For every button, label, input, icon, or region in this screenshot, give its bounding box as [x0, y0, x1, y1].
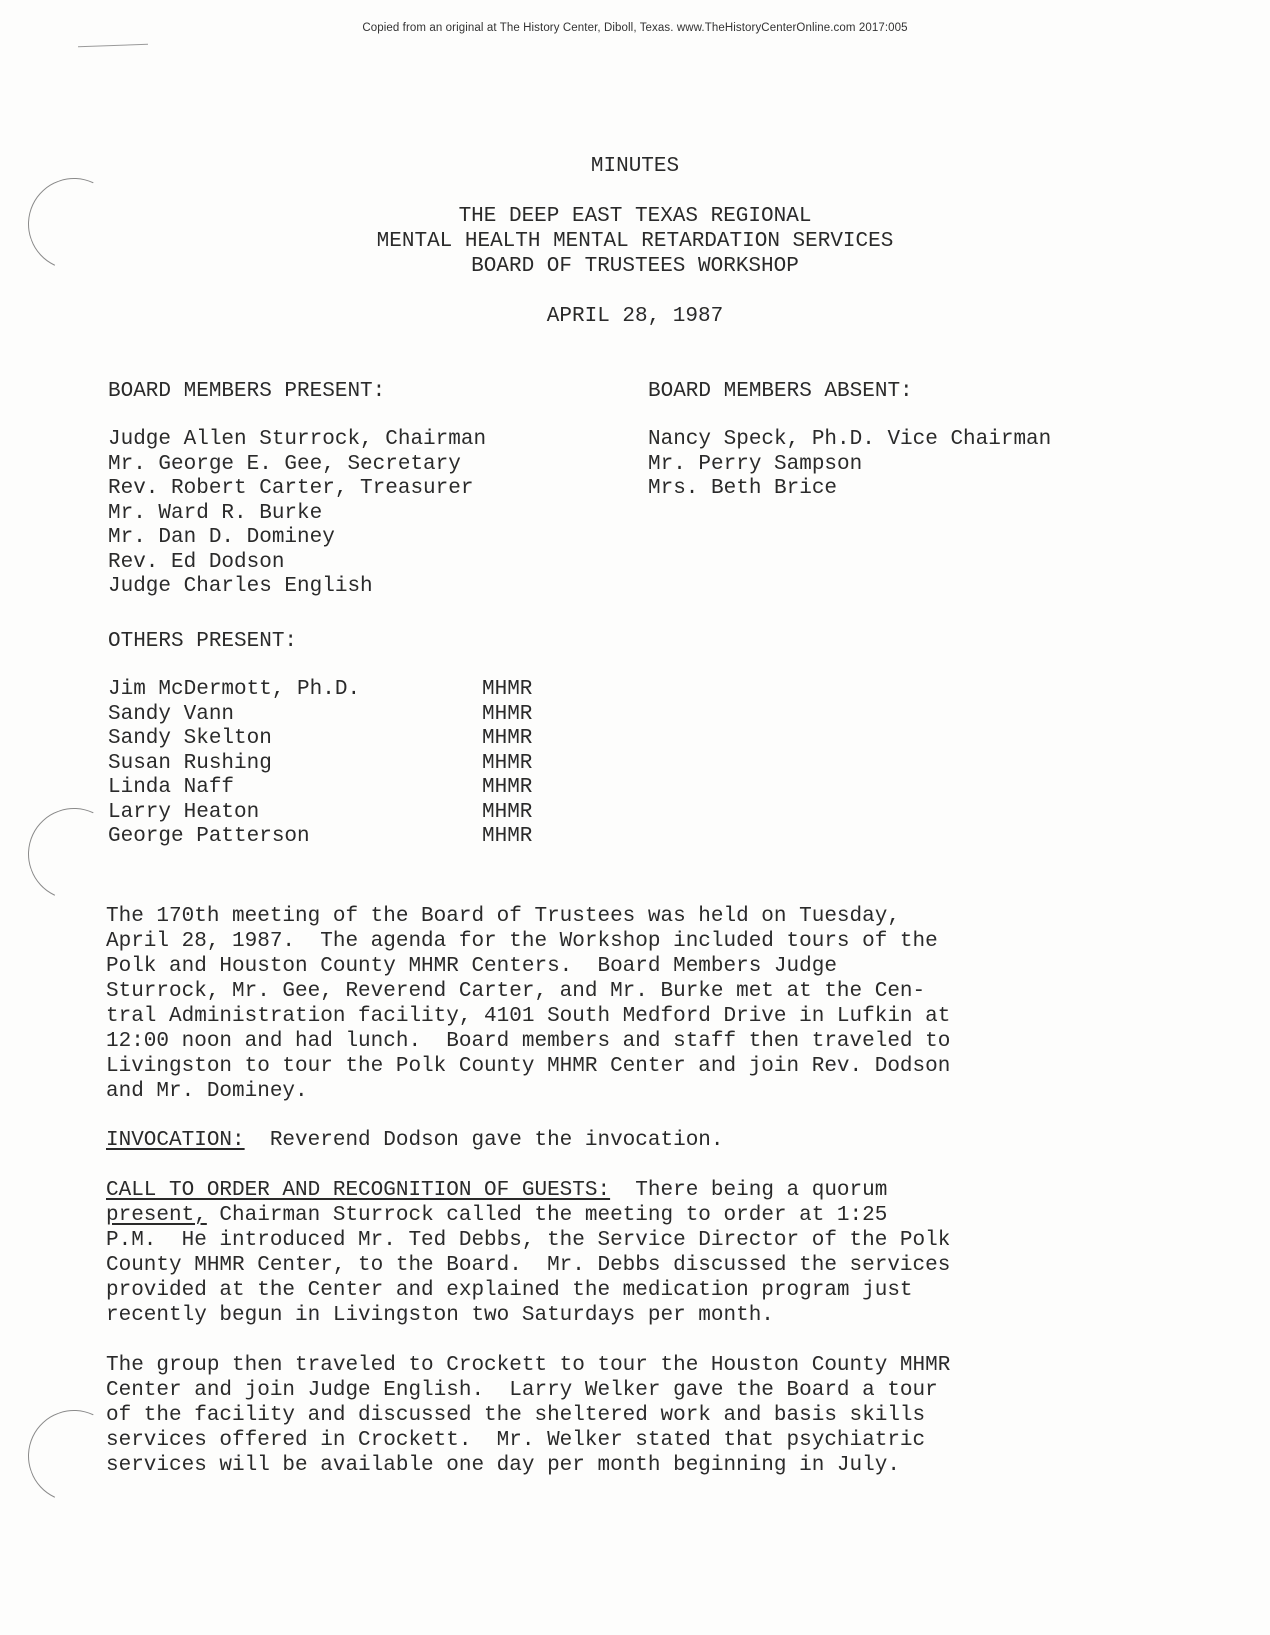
person-name: Jim McDermott, Ph.D. — [108, 678, 361, 701]
list-item: Rev. Robert Carter, Treasurer — [108, 477, 474, 500]
person-org: MHMR — [482, 702, 533, 726]
person-org: MHMR — [482, 800, 533, 824]
present-members-list — [108, 428, 486, 600]
person-org: MHMR — [482, 776, 533, 799]
list-item — [108, 727, 532, 752]
present-label: BOARD MEMBERS PRESENT: — [108, 380, 386, 403]
list-item — [108, 752, 532, 777]
meeting-summary-paragraph: The 170th meeting of the Board of Trustees was held on Tuesday, April 28, 1987. The agenda for the Workshop included tours of the Polk and Houston County MHMR Centers. Board Members Judge Sturrock, Mr. Gee, Reverend Carter, and Mr. Burke met at the Cen- tral Administration facility, 4101 South Medford Drive in Lufkin at 12:00 noon and had lunch. Board members and staff then traveled to Livingston to tour the Polk County MHMR Center and join Rev. Dodson and Mr. Dominey. — [106, 905, 951, 1103]
person-name: Linda Naff — [108, 776, 235, 799]
organization-heading — [0, 204, 1270, 279]
list-item — [108, 776, 532, 801]
person-name: Sandy Skelton — [108, 727, 272, 750]
list-item: Mr. George E. Gee, Secretary — [108, 452, 461, 476]
stray-pencil-mark — [78, 44, 148, 47]
person-org: MHMR — [482, 751, 533, 775]
list-item: Rev. Ed Dodson — [108, 550, 285, 574]
person-name: Larry Heaton — [108, 800, 260, 824]
list-item: Mr. Ward R. Burke — [108, 501, 323, 525]
list-item: Judge Allen Sturrock, Chairman — [108, 428, 487, 451]
person-name: Sandy Vann — [108, 702, 235, 726]
list-item: Mr. Dan D. Dominey — [108, 526, 335, 549]
list-item: Judge Charles English — [108, 575, 373, 598]
list-item: Mrs. Beth Brice — [648, 477, 838, 500]
invocation-text: Reverend Dodson gave the invocation. — [244, 1129, 724, 1152]
person-org: MHMR — [482, 727, 533, 750]
others-label: OTHERS PRESENT: — [108, 630, 298, 653]
call-to-order-text: Chairman Sturrock called the meeting to order at 1:25 P.M. He introduced Mr. Ted Debbs, the Service Director of the Polk County MHMR Center, to the Board. Mr. Debbs discussed the services provided at the Center and explained the medication program just recently begun in Livingston two Saturdays per month. — [106, 1204, 951, 1327]
call-to-order-underlined-word: present, — [106, 1204, 207, 1227]
crockett-tour-paragraph: The group then traveled to Crockett to tour the Houston County MHMR Center and join Judge English. Larry Welker gave the Board a tour of the facility and discussed the sheltered work and basis skills services offered in Crockett. Mr. Welker stated that psychiatric services will be available one day per month beginning in July. — [106, 1354, 951, 1477]
person-org: MHMR — [482, 678, 533, 701]
invocation-heading: INVOCATION: — [106, 1129, 245, 1152]
list-item — [108, 801, 532, 826]
document-title: MINUTES — [590, 155, 680, 178]
copy-notice: Copied from an original at The History Center, Diboll, Texas. www.TheHistoryCenterOnline.com 2017:005 — [362, 22, 908, 34]
call-to-order-first-line: There being a quorum — [610, 1179, 888, 1202]
invocation-paragraph — [106, 1128, 1176, 1153]
others-present-list — [108, 678, 532, 850]
person-name: George Patterson — [108, 825, 310, 848]
list-item — [108, 703, 532, 728]
meeting-date: APRIL 28, 1987 — [546, 305, 724, 328]
absent-members-list — [648, 428, 1051, 502]
list-item — [108, 825, 532, 850]
org-line-3: BOARD OF TRUSTEES WORKSHOP — [471, 255, 799, 278]
list-item — [108, 678, 532, 703]
org-line-2: MENTAL HEALTH MENTAL RETARDATION SERVICES — [376, 230, 894, 253]
list-item: Mr. Perry Sampson — [648, 452, 863, 476]
call-to-order-heading: CALL TO ORDER AND RECOGNITION OF GUESTS: — [106, 1179, 611, 1202]
list-item: Nancy Speck, Ph.D. Vice Chairman — [648, 428, 1052, 451]
call-to-order-paragraph — [106, 1178, 1176, 1328]
person-org: MHMR — [482, 825, 533, 848]
person-name: Susan Rushing — [108, 751, 272, 775]
org-line-1: THE DEEP EAST TEXAS REGIONAL — [458, 205, 812, 228]
absent-label: BOARD MEMBERS ABSENT: — [648, 380, 913, 403]
